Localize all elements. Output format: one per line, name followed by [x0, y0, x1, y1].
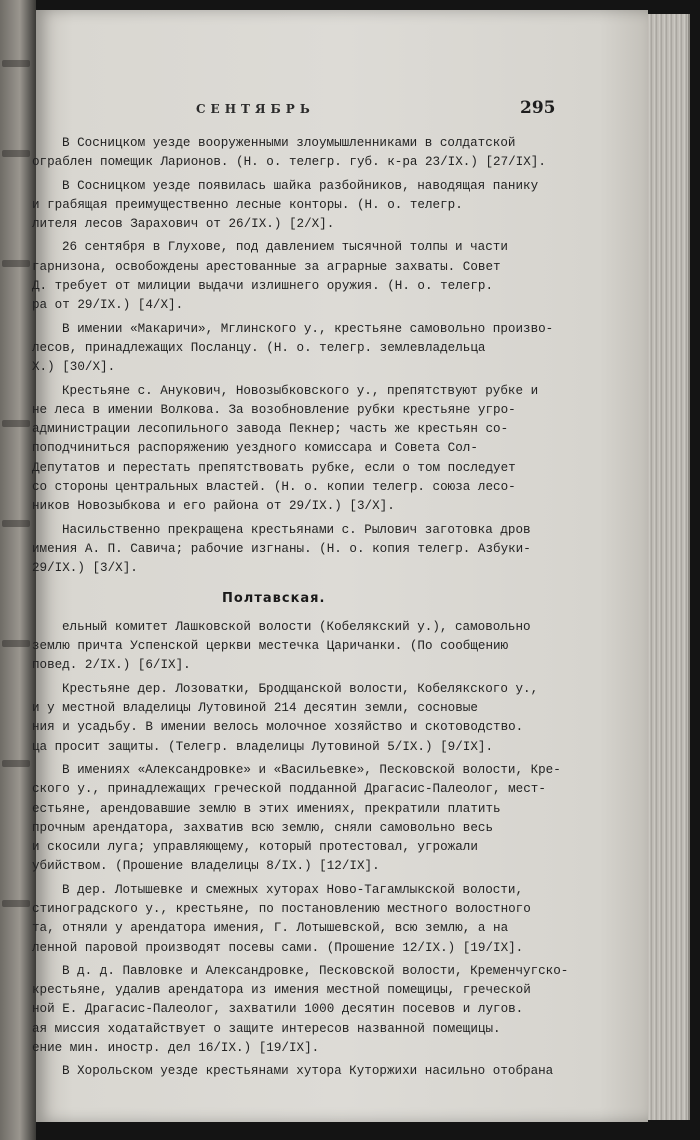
text-line: Депутатов и перестать препятствовать рубке, если о том последует	[32, 460, 516, 475]
text-line: ца просит защиты. (Телегр. владелицы Лутовиной 5/IX.) [9/IX].	[32, 739, 494, 754]
running-title: СЕНТЯБРЬ	[196, 102, 315, 116]
paragraph	[32, 238, 592, 315]
text-line: ельный комитет Лашковской волости (Кобелякский у.), самовольно	[62, 619, 531, 634]
bleed-through-line	[2, 60, 30, 67]
text-line: и скосили луга; управляющему, который протестовал, угрожали	[32, 840, 478, 855]
text-block	[32, 134, 592, 1086]
text-line: 26 сентября в Глухове, под давлением тысячной толпы и части	[62, 240, 508, 255]
paragraph	[32, 320, 592, 378]
paragraph	[32, 177, 592, 235]
bleed-through-line	[2, 150, 30, 157]
bleed-through-line	[2, 760, 30, 767]
paragraph	[32, 680, 592, 757]
paragraph-group-chernigov	[32, 134, 592, 579]
text-line: ния и усадьбу. В имении велось молочное хозяйство и скотоводство.	[32, 720, 524, 735]
text-line: убийством. (Прошение владелицы 8/IX.) [12/IX].	[32, 859, 380, 874]
text-line: Насильственно прекращена крестьянами с. Рылович заготовка дров	[62, 522, 531, 537]
text-line: ение мин. иностр. дел 16/IX.) [19/IX].	[32, 1041, 320, 1056]
text-line: Крестьяне с. Анукович, Новозыбковского у., препятствуют рубке и	[62, 383, 539, 398]
text-line: ра от 29/IX.) [4/X].	[32, 298, 184, 313]
paragraph-group-poltava	[32, 618, 592, 1082]
text-line: В Сосницком уезде появилась шайка разбойников, наводящая панику	[62, 178, 539, 193]
bleed-through-line	[2, 420, 30, 427]
text-line: естьяне, арендовавшие землю в этих имениях, прекратили платить	[32, 801, 501, 816]
page-number: 295	[520, 98, 556, 118]
text-line: ников Новозыбкова и его района от 29/IX.) [3/X].	[32, 499, 395, 514]
text-line: В Хорольском уезде крестьянами хутора Куторжихи насильно отобрана	[62, 1064, 554, 1079]
paragraph	[32, 962, 592, 1058]
text-line: стиноградского у., крестьяне, по постановлению местного волостного	[32, 901, 531, 916]
text-line: Крестьяне дер. Лозоватки, Бродщанской волости, Кобелякского у.,	[62, 681, 539, 696]
text-line: поподчиниться распоряжению уездного комиссара и Совета Сол-	[32, 441, 478, 456]
text-line: лителя лесов Зарахович от 26/IX.) [2/X].	[32, 217, 335, 232]
text-line: В Сосницком уезде вооруженными злоумышленниками в солдатской	[62, 136, 516, 150]
text-line: ной Е. Драгасис-Палеолог, захватили 1000 десятин посевов и лугов.	[32, 1002, 524, 1017]
bleed-through-line	[2, 260, 30, 267]
paragraph	[32, 521, 592, 579]
text-line: 29/IX.) [3/X].	[32, 561, 138, 576]
text-line: ая миссия ходатайствует о защите интересов названной помещицы.	[32, 1021, 501, 1036]
bleed-through-line	[2, 900, 30, 907]
text-line: гарнизона, освобождены арестованные за аграрные захваты. Совет	[32, 259, 501, 274]
text-line: ского у., принадлежащих греческой подданной Драгасис-Палеолог, мест-	[32, 782, 546, 797]
paragraph	[32, 382, 592, 517]
section-heading: Полтавская.	[222, 590, 326, 606]
text-line: ленной паровой производят посевы сами. (Прошение 12/IX.) [19/IX].	[32, 940, 524, 955]
text-line: В имении «Макаричи», Мглинского у., крестьяне самовольно произво-	[62, 321, 554, 336]
bleed-through-line	[2, 640, 30, 647]
text-line: В имениях «Александровке» и «Васильевке», Песковской волости, Кре-	[62, 762, 561, 777]
text-line: землю причта Успенской церкви местечка Царичанки. (По сообщению	[32, 639, 509, 654]
left-page-edge	[0, 0, 36, 1140]
text-line: крестьяне, удалив арендатора из имения местной помещицы, греческой	[32, 983, 531, 998]
text-line: и у местной владелицы Лутовиной 214 десятин земли, сосновые	[32, 701, 478, 716]
text-line: В д. д. Павловке и Александровке, Песковской волости, Кременчугско-	[62, 963, 569, 978]
page-edges	[648, 14, 690, 1120]
paragraph	[32, 761, 592, 877]
paragraph	[32, 618, 592, 676]
text-line: Д. требует от милиции выдачи излишнего оружия. (Н. о. телегр.	[32, 279, 494, 294]
text-line: повед. 2/IX.) [6/IX].	[32, 658, 191, 673]
paragraph	[32, 1062, 592, 1081]
text-line: X.) [30/X].	[32, 360, 116, 375]
text-line: та, отняли у арендатора имения, Г. Лотышевской, всю землю, а на	[32, 921, 509, 936]
text-line: и грабящая преимущественно лесные конторы. (Н. о. телегр.	[32, 197, 463, 212]
book-page	[32, 10, 648, 1122]
paragraph	[32, 881, 592, 958]
text-line: лесов, принадлежащих Посланцу. (Н. о. телегр. землевладельца	[32, 340, 486, 355]
text-line: В дер. Лотышевке и смежных хуторах Ново-Тагамлыкской волости,	[62, 882, 524, 897]
text-line: не леса в имении Волкова. За возобновление рубки крестьяне угро-	[32, 402, 516, 417]
text-line: администрации лесопильного завода Пекнер; часть же крестьян со-	[32, 422, 509, 437]
text-line: со стороны центральных властей. (Н. о. копии телегр. союза лесо-	[32, 480, 516, 495]
text-line: ограблен помещик Ларионов. (Н. о. телегр. губ. к-ра 23/IX.) [27/IX].	[32, 155, 546, 170]
bleed-through-line	[2, 520, 30, 527]
text-line: прочным арендатора, захватив всю землю, сняли самовольно весь	[32, 820, 494, 835]
paragraph	[32, 134, 592, 173]
text-line: имения А. П. Савича; рабочие изгнаны. (Н. о. копия телегр. Азбуки-	[32, 541, 531, 556]
